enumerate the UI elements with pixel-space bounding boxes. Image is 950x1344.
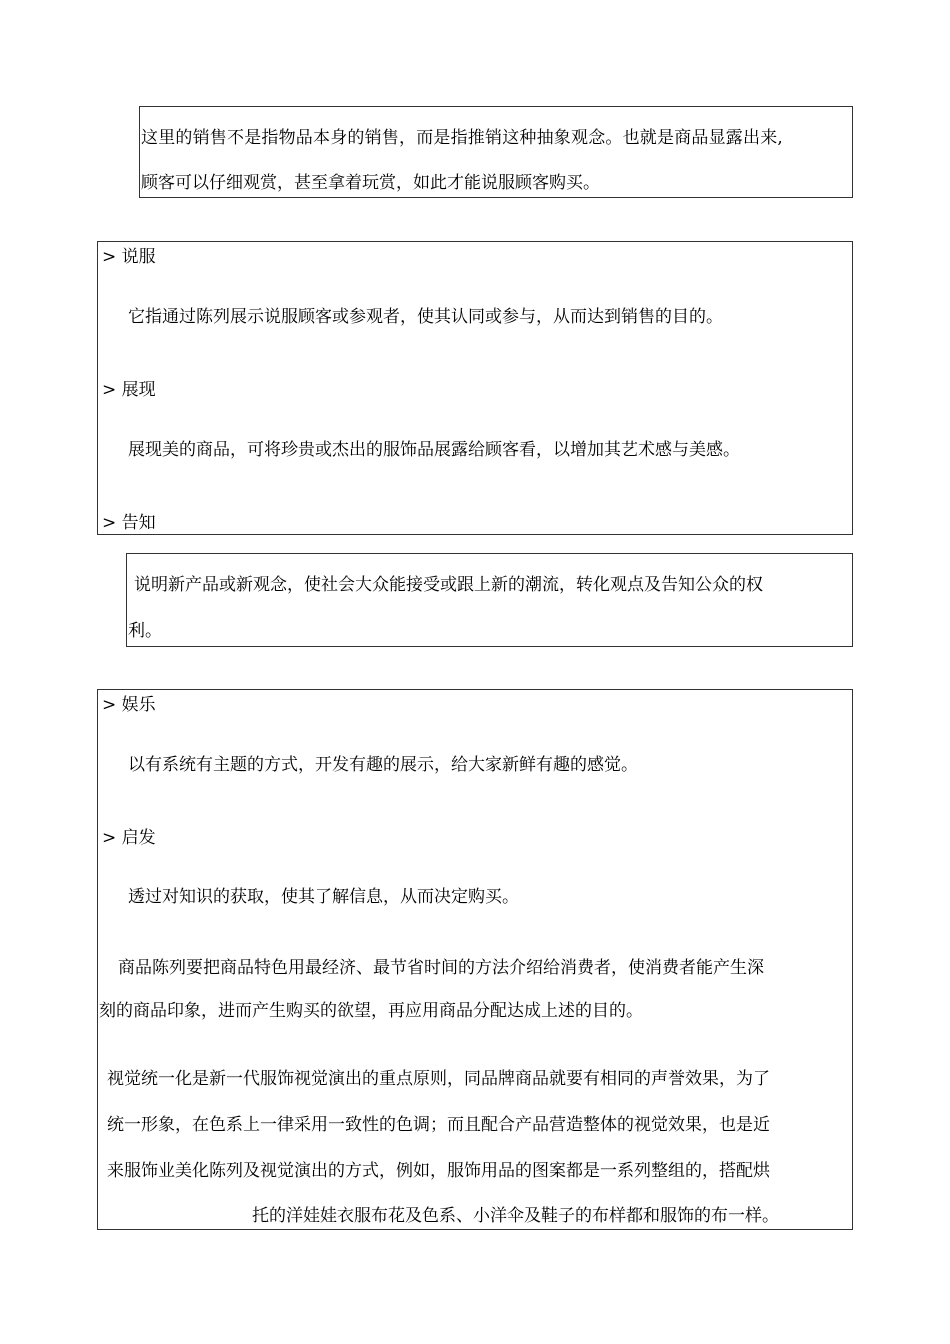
heading-entertain: > 娱乐 [102,695,156,715]
box1-line-2: 顾客可以仔细观赏，甚至拿着玩赏，如此才能说服顾客购买。 [141,173,600,193]
paragraph-visual-unity-line-1: 视觉统一化是新一代服饰视觉演出的重点原则，同品牌商品就要有相同的声誉效果，为了 [107,1069,770,1089]
box3-line-1: 说明新产品或新观念，使社会大众能接受或跟上新的潮流，转化观点及告知公众的权 [134,575,763,595]
box3-line-2: 利。 [128,621,162,641]
heading-present: > 展现 [102,380,156,400]
paragraph-visual-unity-line-3: 来服饰业美化陈列及视觉演出的方式，例如，服饰用品的图案都是一系列整组的，搭配烘 [107,1161,770,1181]
paragraph-inspire: 透过对知识的获取，使其了解信息，从而决定购买。 [128,887,519,907]
paragraph-entertain: 以有系统有主题的方式，开发有趣的展示，给大家新鲜有趣的感觉。 [128,755,638,775]
text-box-functions-1 [97,241,853,535]
paragraph-display-purpose-line-2: 刻的商品印象，进而产生购买的欲望，再应用商品分配达成上述的目的。 [99,1001,643,1021]
box1-line-1: 这里的销售不是指物品本身的销售，而是指推销这种抽象观念。也就是商品显露出来, [141,128,784,148]
paragraph-present: 展现美的商品，可将珍贵或杰出的服饰品展露给顾客看，以增加其艺术感与美感。 [128,440,740,460]
paragraph-persuade: 它指通过陈列展示说服顾客或参观者，使其认同或参与，从而达到销售的目的。 [128,307,723,327]
paragraph-visual-unity-line-4: 托的洋娃娃衣服布花及色系、小洋伞及鞋子的布样都和服饰的布一样。 [252,1206,779,1226]
text-box-inform-detail [126,553,853,647]
paragraph-display-purpose-line-1: 商品陈列要把商品特色用最经济、最节省时间的方法介绍给消费者，使消费者能产生深 [118,958,764,978]
heading-persuade: > 说服 [102,247,156,267]
heading-inspire: > 启发 [102,828,156,848]
paragraph-visual-unity-line-2: 统一形象，在色系上一律采用一致性的色调；而且配合产品营造整体的视觉效果，也是近 [107,1115,770,1135]
heading-inform: > 告知 [102,513,156,533]
